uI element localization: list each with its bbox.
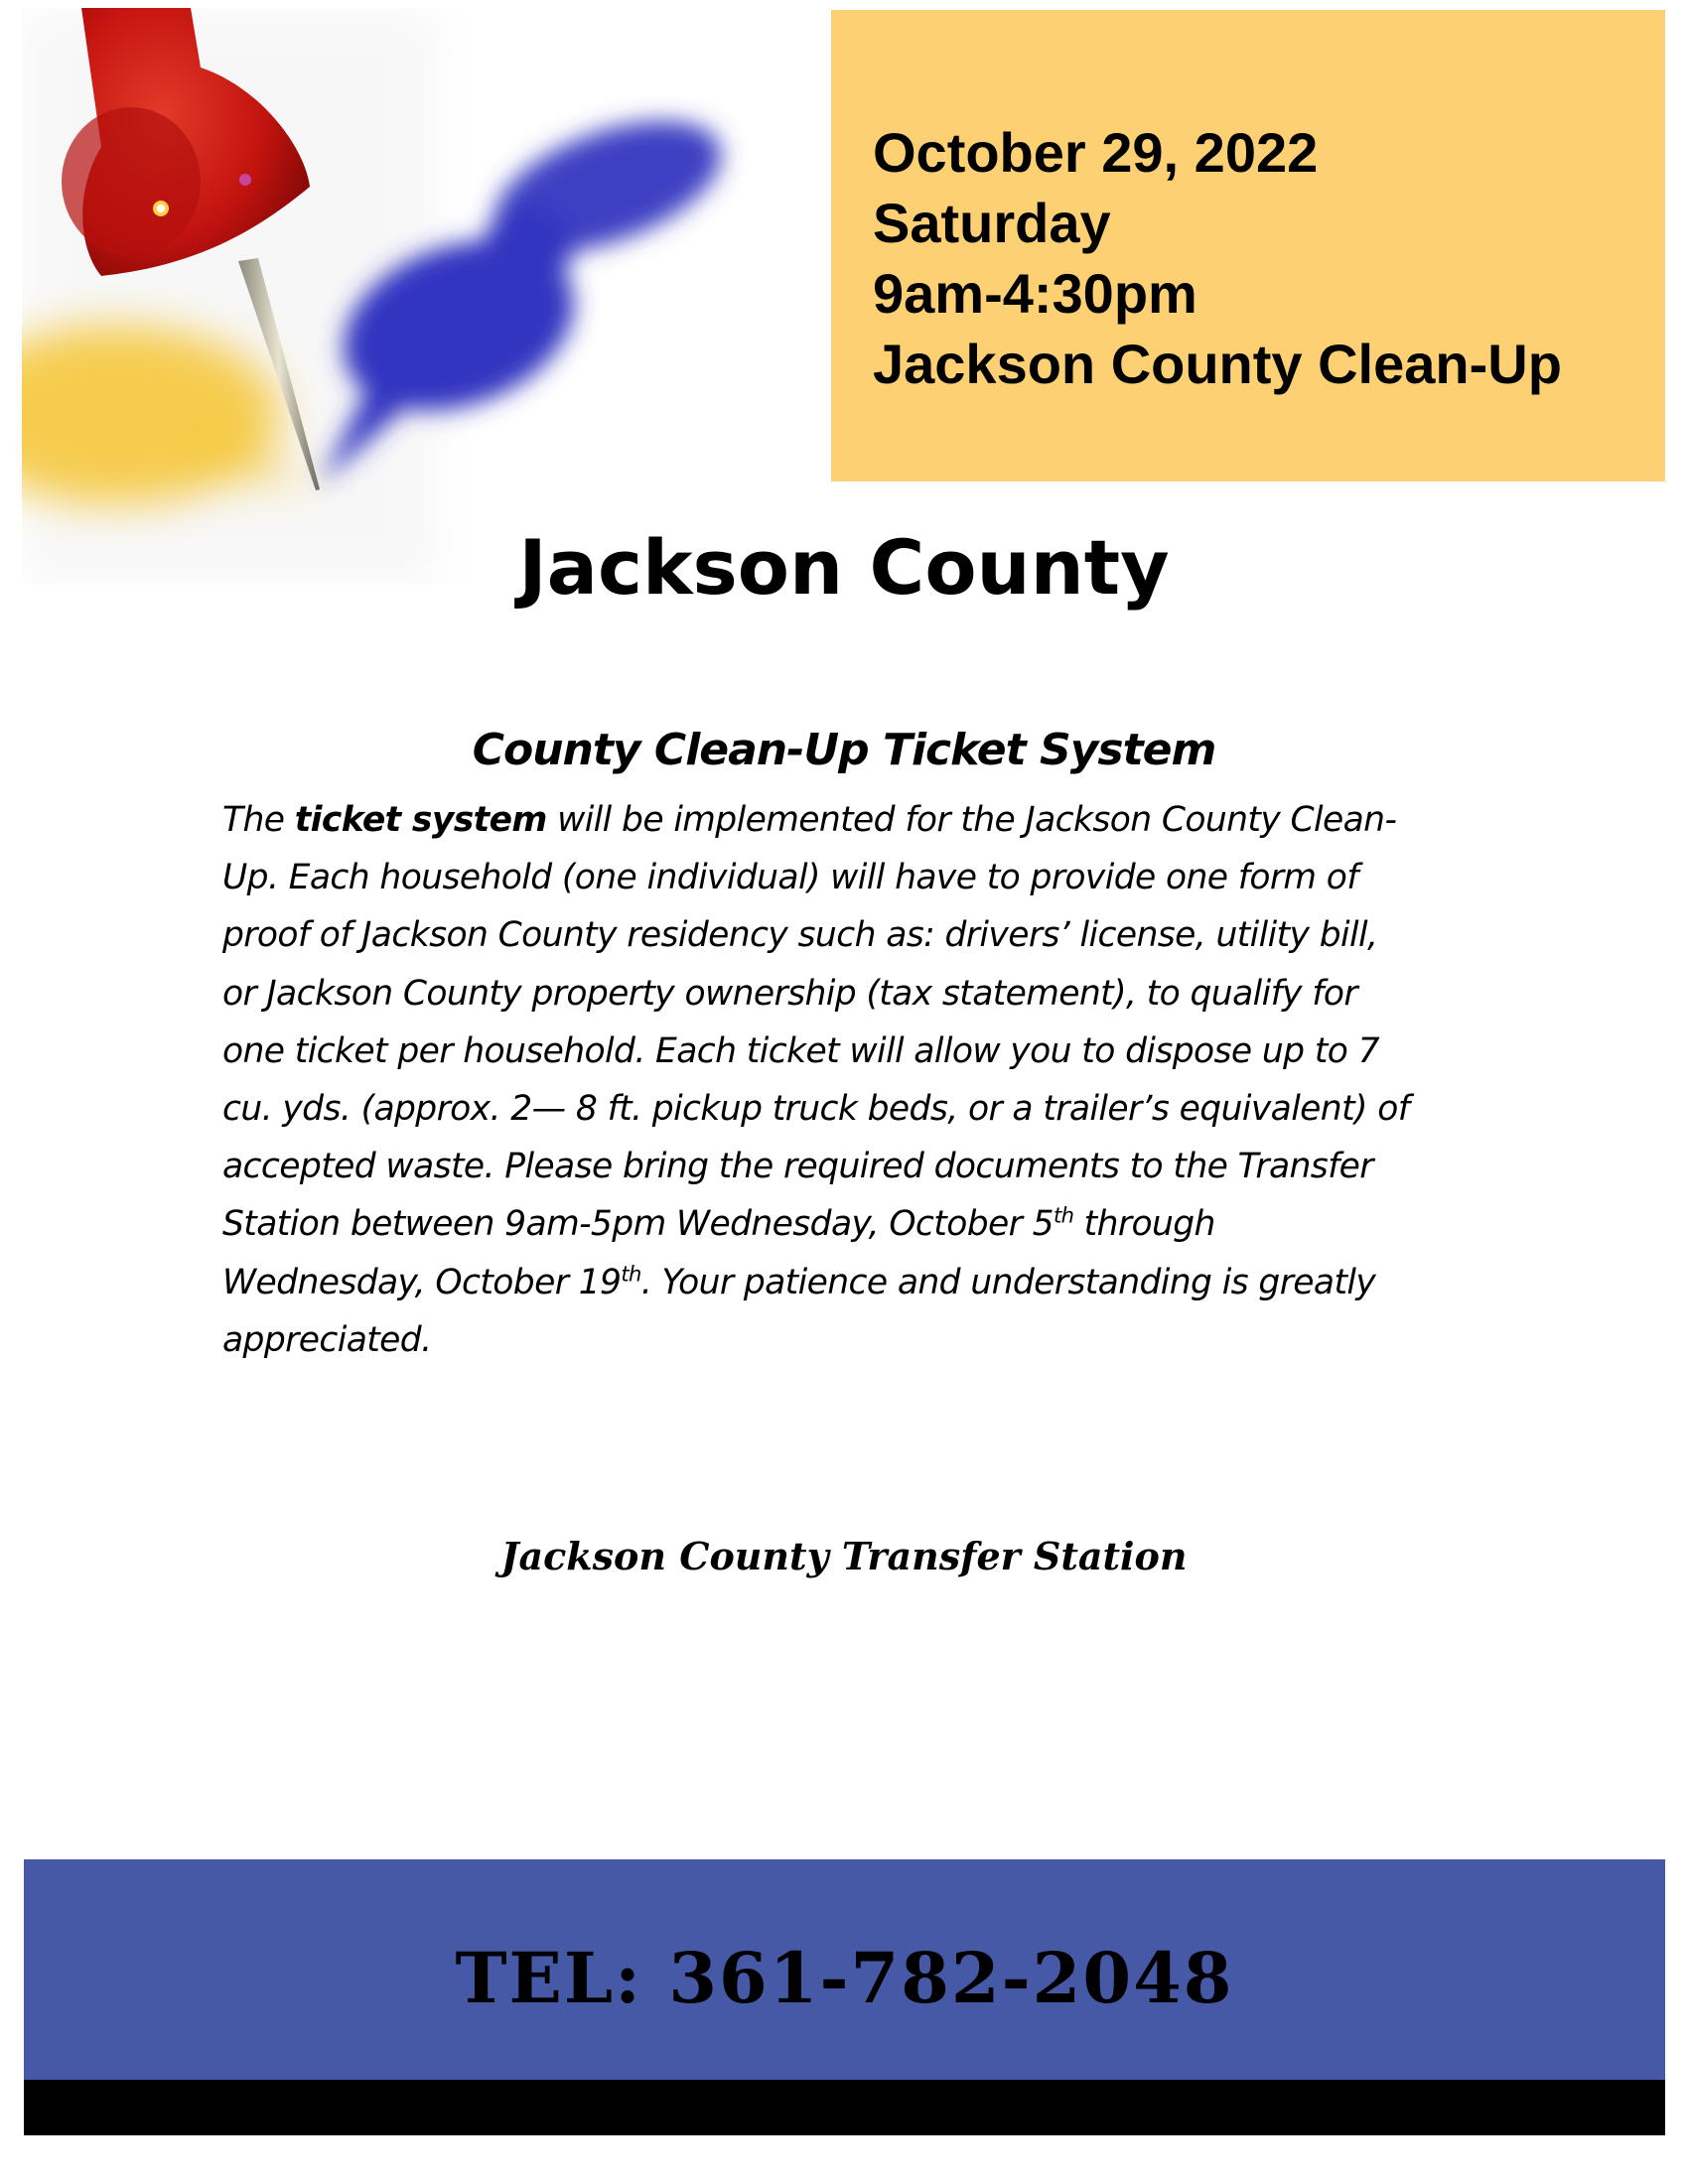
signature-text: Jackson County Transfer Station: [500, 1534, 1188, 1578]
body-text-fragment: will be implemented for the Jackson County Clean-: [546, 800, 1397, 840]
body-text-fragment: Wednesday, October 19: [222, 1262, 622, 1302]
ordinal-suffix: th: [621, 1262, 641, 1287]
event-day: Saturday: [873, 192, 1111, 254]
body-line: [222, 1254, 1493, 1311]
body-text-fragment: The: [222, 800, 295, 840]
phone-number: TEL: 361-782-2048: [455, 1937, 1234, 2019]
section-subtitle: County Clean-Up Ticket System: [472, 725, 1216, 775]
body-line: cu. yds. (approx. 2— 8 ft. pickup truck beds, or a trailer’s equivalent) of: [222, 1089, 1410, 1130]
body-line: accepted waste. Please bring the required documents to the Transfer: [222, 1147, 1373, 1187]
event-date: October 29, 2022: [873, 121, 1319, 184]
emphasis-text: ticket system: [294, 800, 547, 840]
footer-band: [24, 1859, 1665, 2080]
push-pin-illustration: [22, 8, 836, 584]
body-line: proof of Jackson County residency such as: drivers’ license, utility bill,: [222, 915, 1378, 956]
body-text-fragment: . Your patience and understanding is greatly: [640, 1262, 1376, 1302]
event-hours: 9am-4:30pm: [873, 262, 1197, 325]
event-name: Jackson County Clean-Up: [873, 333, 1562, 395]
ordinal-suffix: th: [1053, 1203, 1074, 1228]
body-text-fragment: Station between 9am-5pm Wednesday, October 5: [222, 1204, 1054, 1245]
event-info-box: [831, 10, 1665, 481]
footer-bar: [24, 2080, 1665, 2135]
body-paragraph: [222, 791, 1493, 1369]
page-title: Jackson County: [518, 523, 1170, 612]
body-text-fragment: through: [1073, 1204, 1215, 1245]
body-line: appreciated.: [222, 1319, 432, 1360]
body-line: one ticket per household. Each ticket will allow you to dispose up to 7: [222, 1030, 1379, 1071]
body-line: [222, 1195, 1493, 1253]
body-line: or Jackson County property ownership (tax statement), to qualify for: [222, 973, 1357, 1014]
body-line: [222, 791, 1493, 849]
body-line: Up. Each household (one individual) will have to provide one form of: [222, 858, 1358, 898]
